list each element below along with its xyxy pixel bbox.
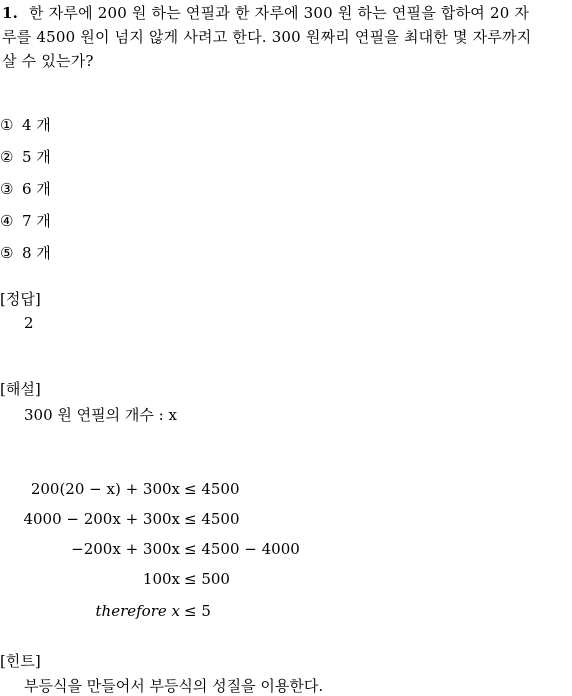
choice-3[interactable] — [0, 178, 51, 199]
question-text-3: 살 수 있는가? — [2, 52, 94, 70]
choice-2-label: 5 개 — [22, 148, 51, 166]
answer-value: 2 — [24, 314, 34, 332]
choice-4[interactable] — [0, 210, 51, 231]
question-text-2: 루를 4500 원이 넘지 않게 사려고 한다. 300 원짜리 연필을 최대한 몇 자루까지 — [2, 28, 532, 46]
step-4-rhs: ≤ 500 — [184, 570, 230, 588]
step-2-lhs: 4000 − 200x + 300x — [23, 510, 180, 528]
choice-1-label: 4 개 — [22, 116, 51, 134]
step-2-rhs: ≤ 4500 — [184, 510, 240, 528]
hint-heading: [힌트] — [0, 652, 41, 670]
step-3-rhs: ≤ 4500 − 4000 — [184, 540, 300, 558]
choice-1-mark: ① — [0, 116, 14, 134]
question-line-1 — [2, 2, 529, 23]
step-5-lhs: therefore x — [95, 602, 180, 620]
choice-2[interactable] — [0, 146, 51, 167]
step-5-rhs: ≤ 5 — [184, 602, 211, 620]
answer-heading: [정답] — [0, 290, 41, 308]
question-number: 1. — [2, 4, 19, 22]
step-1-lhs: 200(20 − x) + 300x — [30, 480, 180, 498]
step-4-lhs: 100x — [142, 570, 180, 588]
choice-4-mark: ④ — [0, 212, 14, 230]
solution-intro: 300 원 연필의 개수 : x — [24, 406, 177, 424]
choice-3-label: 6 개 — [22, 180, 51, 198]
solution-heading: [해설] — [0, 380, 41, 398]
choice-1[interactable] — [0, 114, 51, 135]
question-text-1: 한 자루에 200 원 하는 연필과 한 자루에 300 원 하는 연필을 합하여 20 자 — [29, 4, 530, 22]
choice-2-mark: ② — [0, 148, 14, 166]
step-1-rhs: ≤ 4500 — [184, 480, 240, 498]
choice-5-mark: ⑤ — [0, 244, 14, 262]
choice-5[interactable] — [0, 242, 51, 263]
choice-5-label: 8 개 — [22, 244, 51, 262]
hint-text: 부등식을 만들어서 부등식의 성질을 이용한다. — [24, 677, 324, 695]
choice-4-label: 7 개 — [22, 212, 51, 230]
step-3-lhs: −200x + 300x — [71, 540, 180, 558]
choice-3-mark: ③ — [0, 180, 14, 198]
